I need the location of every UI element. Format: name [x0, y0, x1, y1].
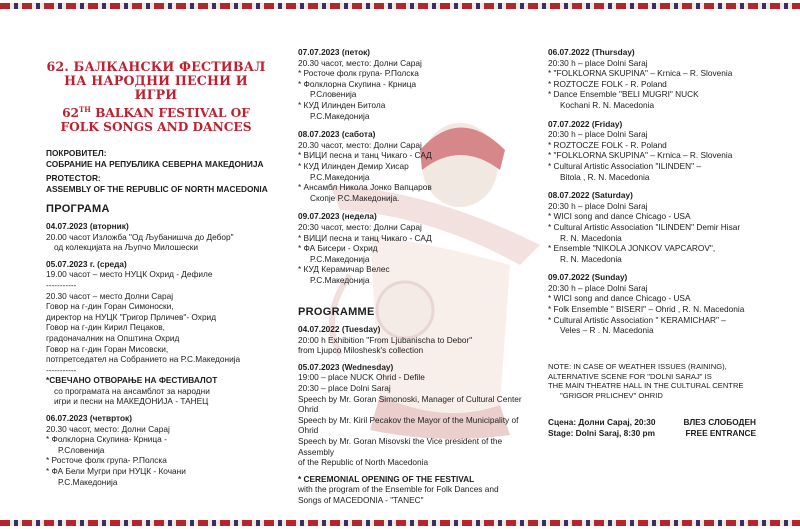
program-line: Speech by Mr. Goran Misovski the Vice president of the Assembly — [298, 436, 503, 457]
program-line: Р.Словенија — [58, 444, 105, 455]
title-en-line1 — [46, 103, 266, 120]
note-line: NOTE: IN CASE OF WEATHER ISSUES (RAINING), — [548, 361, 727, 371]
note-line: THE MAIN THEATRE HALL IN THE CULTURAL CENTRE — [548, 381, 744, 391]
program-line: 20.30 часот, место: Долни Сарај — [298, 57, 422, 68]
program-heading-mk: ПРОГРАМА — [46, 203, 110, 216]
stage-mk: Сцена: Долни Сарај, 20:30 — [548, 417, 656, 428]
program-line: Р.С.Македонија — [310, 171, 370, 182]
program-line: 19:00 – place NUCK Ohrid - Defile — [298, 372, 425, 383]
program-line: 20.00 часот Изложба "Од Љубанишча до Дебор" — [46, 231, 234, 242]
program-line: * Ensemble "NIKOLA JONKOV VAPCAROV", — [548, 243, 716, 254]
program-line: 20:30 h – place Dolni Saraj — [548, 129, 648, 140]
program-line: Songs of MACEDONIA - "TANEC" — [298, 494, 424, 505]
day-date: 09.07.2023 (недела) — [298, 211, 377, 222]
program-line: директор на НУЦК "Григор Прличев"- Охрид — [46, 311, 217, 322]
program-line: * КУД Илинден Битола — [298, 99, 386, 110]
program-line: * Фолклорна Скупина- Крница - — [46, 434, 167, 445]
column-left — [46, 60, 286, 487]
program-line: * КУД Илинден Демир Хисар — [298, 160, 409, 171]
program-line: со програмата на ансамблот за народни — [54, 385, 210, 396]
festival-title-mk — [46, 60, 266, 102]
program-line: * Росточе фолк група- Р.Полска — [46, 455, 167, 466]
entry-mk: ВЛЕЗ СЛОБОДЕН — [683, 417, 756, 428]
program-line: 20:30 h – place Dolni Saraj — [548, 282, 648, 293]
program-line: * WICI song and dance Chicago - USA — [548, 211, 691, 222]
day-date: 08.07.2022 (Saturday) — [548, 190, 633, 201]
program-line: 19.00 часот – место НУЦК Охрид - Дефиле — [46, 269, 213, 280]
program-line: * ВИЦИ песна и танц Чикаго - САД — [298, 232, 432, 243]
program-line: * ФА Бисери - Охрид — [298, 243, 378, 254]
opening-title-mk: *СВЕЧАНО ОТВОРАЊЕ НА ФЕСТИВАЛОТ — [46, 375, 218, 386]
program-line: * "FOLKLORNA SKUPINA" – Krnica – R. Slovenia — [548, 68, 733, 79]
weather-note — [548, 362, 788, 401]
program-line: * ROZTOCZE FOLK - R. Poland — [548, 139, 667, 150]
program-line: потпретседател на Собранието на Р.С.Македонија — [46, 354, 241, 365]
program-line: 20.30 часот, место: Долни Сарај — [46, 423, 170, 434]
patron-en-text: ASSEMBLY OF THE REPUBLIC OF NORTH MACEDONIA — [46, 183, 268, 194]
bottom-ornament-border — [0, 520, 800, 526]
stage-en: Stage: Dolni Saraj, 8:30 pm — [548, 428, 655, 439]
program-line: 20:30 – place Dolni Saraj — [298, 383, 391, 394]
program-line: Говор на г-дин Кирил Пецаков, — [46, 322, 165, 333]
festival-title-en — [46, 103, 266, 134]
program-line: 20:00 h Exhibition "From Ljubanischa to Debor" — [298, 334, 473, 345]
footer-row-1 — [548, 417, 788, 428]
program-line: * Cultural Artistic Association "ILINDEN" Demir Hisar — [548, 221, 741, 232]
program-line: Говор на г-дин Горан Симоноски, — [46, 301, 174, 312]
opening-title-en: * CEREMONIAL OPENING OF THE FESTIVAL — [298, 473, 475, 484]
day-date: 08.07.2023 (сабота) — [298, 129, 376, 140]
title-mk-line1: 62. БАЛКАНСКИ ФЕСТИВАЛ — [46, 59, 266, 74]
program-line: Р.Словенија — [310, 89, 357, 100]
program-line: Bitola , R. N. Macedonia — [560, 171, 650, 182]
separator: ----------- — [46, 364, 77, 375]
program-line: Speech by Mr. Kiril Pecakov the Mayor of the Municipality of Ohrid — [298, 414, 519, 436]
program-line: R. N. Macedonia — [560, 232, 622, 243]
program-line: * Росточе фолк група- Р.Полска — [298, 68, 419, 79]
program-line: * "FOLKLORNA SKUPINA" – Krnica – R. Slovenia — [548, 150, 733, 161]
program-line: Говор на г-дин Горан Мисовски, — [46, 343, 169, 354]
program-line: од колекцијата на Љупчо Милошески — [54, 242, 199, 253]
title-en-number: 62 — [62, 106, 80, 120]
program-line: градоначалник на Општина Охрид — [46, 332, 180, 343]
column-middle — [298, 47, 533, 506]
program-line: Р.С.Македонија — [310, 274, 370, 285]
program-heading-en: PROGRAMME — [298, 306, 375, 319]
program-line: Veles – R . N. Macedonia — [560, 325, 654, 336]
program-line: Kochani R. N. Macedonia — [560, 99, 655, 110]
program-line: with the program of the Ensemble for Folk Dances and — [298, 484, 499, 495]
separator: ----------- — [46, 279, 77, 290]
program-line: * Cultural Artistic Association "ILINDEN" – — [548, 160, 701, 171]
day-date: 05.07.2023 г. (среда) — [46, 258, 127, 269]
program-line: Скопје Р.С.Македонија. — [310, 192, 400, 203]
day-date: 04.07.2023 (вторник) — [46, 220, 129, 231]
day-date: 07.07.2023 (петок) — [298, 47, 371, 57]
patron-mk-text: СОБРАНИЕ НА РЕПУБЛИКА СЕВЕРНА МАКЕДОНИЈА — [46, 158, 264, 169]
program-line: from Ljupco Miloshesk's collection — [298, 345, 424, 356]
program-line: * Cultural Artistic Association " KERAMICHAR" – — [548, 314, 726, 325]
note-line: "GRIGOR PRLICHEV" OHRID — [560, 391, 663, 401]
program-line: * Ансамбл Никола Јонко Вапцаров — [298, 182, 432, 193]
program-line: 20:30 часот, место: Долни Сарај — [298, 221, 422, 232]
program-line: игри и песни на МАКЕДОНИЈА - ТАНЕЦ — [54, 396, 209, 407]
program-line: * WICI song and dance Chicago - USA — [548, 293, 691, 304]
day-date: 05.07.2023 (Wednesday) — [298, 361, 394, 372]
program-line: * ROZTOCZE FOLK - R. Poland — [548, 78, 667, 89]
program-line: of the Republic of North Macedonia — [298, 457, 429, 468]
program-line: * ФА Бели Мугри при НУЦК - Кочани — [46, 466, 186, 477]
column-right — [548, 47, 788, 439]
top-ornament-border — [0, 3, 800, 9]
program-line: 20.30 часот – место Долни Сарај — [46, 290, 174, 301]
program-line: * КУД Керамичар Велес — [298, 264, 390, 275]
footer-row-2 — [548, 428, 788, 439]
title-en-line2: FOLK SONGS AND DANCES — [60, 120, 252, 134]
title-mk-line2: НА НАРОДНИ ПЕСНИ И ИГРИ — [64, 73, 248, 102]
patron-mk-label: ПОКРОВИТЕЛ: — [46, 148, 107, 158]
program-line: R. N. Macedonia — [560, 253, 622, 264]
program-line: 20.30 часот, место: Долни Сарај — [298, 139, 422, 150]
program-line: Р.С.Македонија — [310, 110, 370, 121]
day-date: 06.07.2023 (четврток) — [46, 413, 132, 424]
day-date: 04.07.2022 (Tuesday) — [298, 324, 381, 335]
title-en-sup: TH — [79, 105, 91, 114]
day-date: 09.07.2022 (Sunday) — [548, 272, 628, 283]
program-line: Speech by Mr. Goran Simonoski, Manager of Cultural Center Ohrid — [298, 393, 522, 415]
program-line: 20:30 h – place Dolni Saraj — [548, 200, 648, 211]
day-date: 07.07.2022 (Friday) — [548, 118, 623, 129]
program-line: * Dance Ensemble "BELI MUGRI" NUCK — [548, 89, 699, 100]
program-line: Р.С.Македонија — [58, 476, 118, 487]
program-line: 20:30 h – place Dolni Saraj — [548, 57, 648, 68]
entry-en: FREE ENTRANCE — [685, 428, 756, 439]
title-en-rest: BALKAN FESTIVAL OF — [90, 106, 250, 120]
note-line: ALTERNATIVE SCENE FOR "DOLNI SARAJ" IS — [548, 371, 712, 381]
patron-en-label: PROTECTOR: — [46, 173, 101, 184]
day-date: 06.07.2022 (Thursday) — [548, 47, 635, 57]
program-line: Р.С.Македонија — [310, 253, 370, 264]
program-line: * ВИЦИ песна и танц Чикаго - САД — [298, 150, 432, 161]
program-line: * Фолклорна Скупина - Крница — [298, 78, 417, 89]
program-line: * Folk Ensemble " BISERI" – Ohrid , R. N. Macedonia — [548, 304, 745, 315]
